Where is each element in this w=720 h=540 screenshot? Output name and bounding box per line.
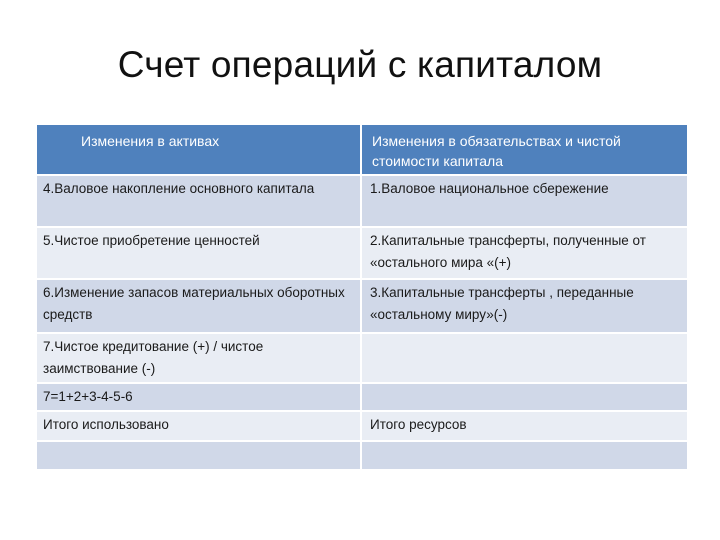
header-assets [37,125,361,175]
table-row [37,279,688,333]
table-row [37,227,688,279]
table-header-row [37,125,688,175]
cell-assets [37,383,361,411]
cell-text: 2.Капитальные трансферты, полученные от «остального мира «(+) [370,233,646,270]
cell-liabilities [361,227,688,279]
cell-text: 7=1+2+3-4-5-6 [43,389,133,404]
cell-text: 4.Валовое накопление основного капитала [43,181,315,196]
cell-liabilities [361,175,688,227]
cell-text [362,442,687,446]
cell-liabilities [361,383,688,411]
cell-text: Итого ресурсов [370,417,467,432]
cell-liabilities [361,411,688,441]
cell-text: 7.Чистое кредитование (+) / чистое заимствование (-) [43,339,264,376]
cell-liabilities [361,333,688,383]
cell-liabilities [361,441,688,470]
header-assets-label: Изменения в активах [81,133,220,149]
cell-text [362,384,687,388]
table-row [37,411,688,441]
cell-liabilities [361,279,688,333]
header-liabilities-label: Изменения в обязательствах и чистой стоимости капитала [372,133,621,169]
capital-account-table [37,125,689,471]
table-row [37,441,688,470]
cell-text: 6.Изменение запасов материальных оборотных средств [43,285,345,322]
cell-assets [37,175,361,227]
cell-text: 3.Капитальные трансферты , переданные «остальному миру»(-) [370,285,634,322]
cell-text: 1.Валовое национальное сбережение [370,181,609,196]
cell-text: Итого использовано [43,417,169,432]
table-row [37,333,688,383]
cell-text [37,442,360,446]
table-row [37,383,688,411]
cell-assets [37,441,361,470]
cell-assets [37,333,361,383]
cell-text: 5.Чистое приобретение ценностей [43,233,260,248]
cell-assets [37,411,361,441]
cell-assets [37,279,361,333]
slide-title: Счет операций с капиталом [117,44,603,85]
table-row [37,175,688,227]
cell-text [362,334,687,338]
cell-assets [37,227,361,279]
header-liabilities [361,125,688,175]
